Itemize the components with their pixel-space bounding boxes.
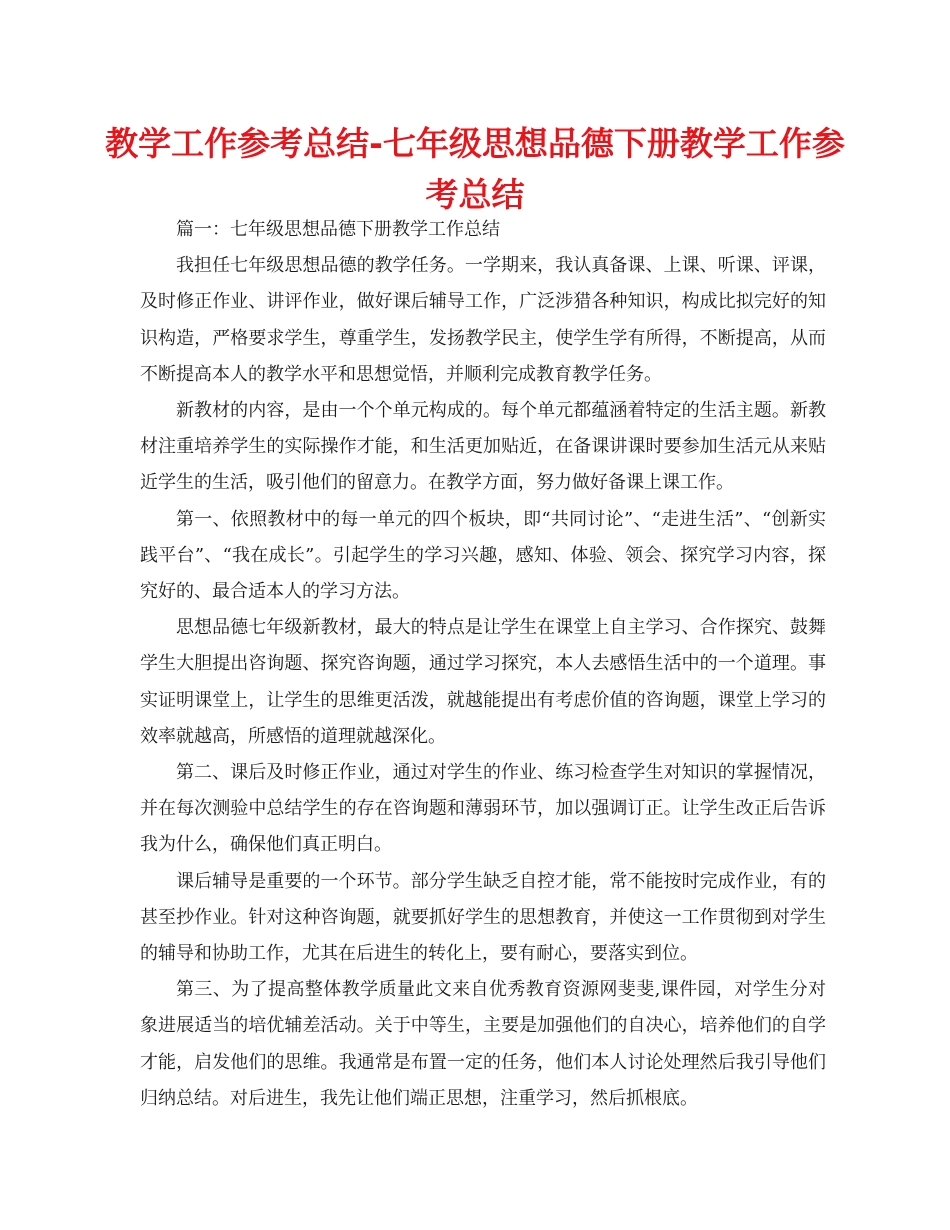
paragraph: 新教材的内容，是由一个个单元构成的。每个单元都蕴涵着特定的生活主题。新教材注重培养学生的实际操作才能，和生活更加贴近，在备课讲课时要参加生活元从来贴近学生的生活，吸引他们的留意力。在教学方面，努力做好备课上课工作。 bbox=[140, 400, 826, 494]
paragraph: 思想品德七年级新教材，最大的特点是让学生在课堂上自主学习、合作探究、鼓舞学生大胆提出咨询题、探究咨询题，通过学习探究，本人去感悟生活中的一个道理。事实证明课堂上，让学生的思维更活泼，就越能提出有考虑价值的咨询题，课堂上学习的效率就越高，所感悟的道理就越深化。 bbox=[140, 617, 826, 747]
document-title: 教学工作参考总结-七年级思想品德下册教学工作参考总结 bbox=[105, 124, 845, 214]
paragraph: 我担任七年级思想品德的教学任务。一学期来，我认真备课、上课、听课、评课，及时修正作业、讲评作业，做好课后辅导工作，广泛涉猎各种知识，构成比拟完好的知识构造，严格要求学生，尊重学生，发扬教学民主，使学生学有所得，不断提高，从而不断提高本人的教学水平和思想觉悟，并顺利完成教育教学任务。 bbox=[140, 255, 826, 385]
paragraph: 课后辅导是重要的一个环节。部分学生缺乏自控才能，常不能按时完成作业，有的甚至抄作业。针对这种咨询题，就要抓好学生的思想教育，并使这一工作贯彻到对学生的辅导和协助工作，尤其在后进生的转化上，要有耐心，要落实到位。 bbox=[140, 870, 826, 965]
document-body bbox=[140, 212, 826, 1117]
paragraph: 第二、课后及时修正作业，通过对学生的作业、练习检查学生对知识的掌握情况，并在每次测验中总结学生的存在咨询题和薄弱环节，加以强调订正。让学生改正后告诉我为什么，确保他们真正明白。 bbox=[140, 762, 826, 856]
paragraph: 第三、为了提高整体教学质量此文来自优秀教育资源网斐斐,课件园，对学生分对象进展适当的培优辅差活动。关于中等生，主要是加强他们的自决心，培养他们的自学才能，启发他们的思维。我通常是布置一定的任务，他们本人讨论处理然后我引导他们归纳总结。对后进生，我先让他们端正思想，注重学习，然后抓根底。 bbox=[140, 979, 826, 1109]
section-heading: 篇一：七年级思想品德下册教学工作总结 bbox=[176, 219, 500, 240]
paragraph: 第一、依照教材中的每一单元的四个板块，即“共同讨论”、“走进生活”、“创新实践平台”、“我在成长”。引起学生的学习兴趣，感知、体验、领会、探究学习内容，探究好的、最合适本人的学习方法。 bbox=[140, 508, 826, 603]
